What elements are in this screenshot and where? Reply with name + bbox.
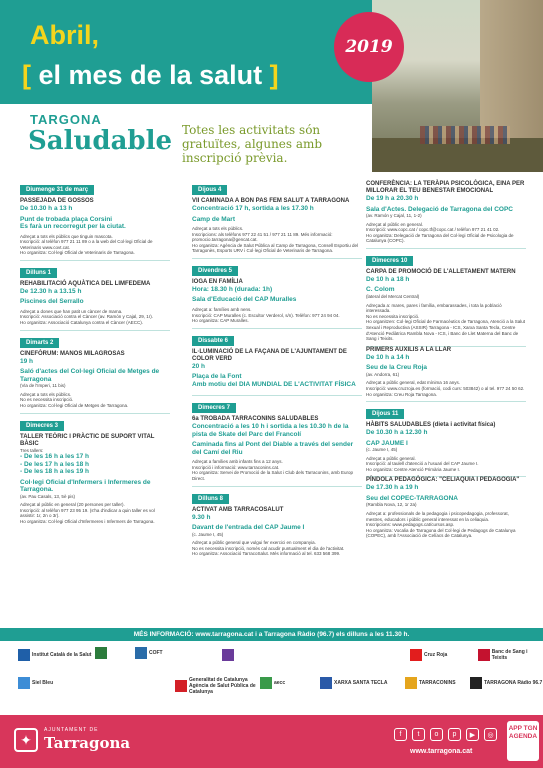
footer-city: Tarragona [44,734,131,752]
event-extra: Amb motiu del DIA MUNDIAL DE L'ACTIVITAT FÍSICA [192,380,356,388]
event-extra: Es farà un recorregut per la ciutat. [20,223,126,230]
sponsor-logo-icon [18,649,30,661]
section-divider [366,248,526,249]
footer [0,715,543,768]
tarragona-logo-icon: ✦ [14,728,38,752]
section-divider [20,330,170,331]
day-header: Dimarts 2 [20,338,59,348]
event-note: No es necessita inscripció. [366,313,420,319]
event-address: (lateral del Mercat Central) [366,293,420,299]
year-badge: 2019 [334,12,404,82]
spacer [192,388,362,391]
event-note: Ho organitza: Col·legi Oficial d'Infermeres i Infermers de Tarragona. [20,519,155,524]
social-icons [394,728,497,741]
event-address: (av. Pau Casals, 13, 5è pis) [20,493,75,499]
section-divider [192,486,362,487]
event-session: - De les 16 h a les 17 h [20,453,90,461]
app-badge[interactable]: APP TGN AGENDA [507,721,539,761]
section-divider [192,395,362,396]
day-header: Dissabte 6 [192,336,234,346]
sponsor-logo [135,647,163,659]
event-note: Adreçat a tots els públics. [192,226,244,231]
event-note: Ho organitza: Creu Roja Tarragona. [366,391,437,397]
sponsor-logo [405,677,456,689]
event-note: Inscripció: al telèfon 977 23 95 19. (s'ha d'indicar a quin taller es vol assistir: 1r, 2n o 3r). [20,507,155,519]
sponsor-logo-label: COFT [149,650,163,656]
day-header: Dimecres 10 [366,256,413,266]
sponsor-logo-label: TARRACONINS [419,680,456,686]
event-session: - De les 18 h a les 19 h [20,468,90,476]
event-note: No es necessita inscripció. [20,397,74,403]
event-note: Adreçat a famílies amb infants fins a 12 anys. [192,459,283,465]
event-time: De 10 h a 18 h [366,275,410,283]
event-note: Adreçat a públic general. [366,455,416,461]
footer-url[interactable]: www.tarragona.cat [410,748,473,755]
event-note: Inscripció: Associació contra el Càncer (av. Ramón y Cajal, 29, 1r). [20,314,153,320]
sponsor-logo-icon [410,649,422,661]
event-place: Caminada fins al Pont del Diable a través del sender del Camí del Riu [192,441,354,456]
event-note: Ho organitza: Agència de Salut Pública al Camp de Tarragona, Consell Esportiu del Tarragonès, Esports URV i Col·legi Oficial de Veterinaris de Tarragona. [192,242,359,254]
twitter-icon[interactable]: t [412,728,425,741]
event-place: Camp de Mart [192,215,235,223]
event-note: Ho organitza: CAP Muralles. [192,318,249,324]
event-note: Inscripció i informació: www.tarraconins.cat. [192,464,280,470]
event-note: Adreçat al públic en general (20 persones per taller). [20,502,125,508]
event-note: Adreçada a: mares, pares i família, embarassades, i tota la població interessada. [366,302,502,314]
sponsor-logo [95,647,107,659]
event-place: Sala d'Educació del CAP Muralles [192,296,297,304]
event-note: Ho organitza: Col·legi Oficial de Veterinaris de Tarragona. [20,250,135,256]
day-header: Divendres 5 [192,266,238,276]
bracket-close: ] [269,60,279,90]
column-1 [20,178,170,525]
event-note: Adreçat a: professionals de la pedagogia i psicopedagogia, professorat, mestres, educadors i públic general interessat en la celiaquia. [366,511,509,522]
event-title: CONFERÈNCIA: LA TERÀPIA PSICOLÒGICA, EINA PER MILLORAR EL TEU BENESTAR EMOCIONAL [366,181,525,194]
event-title: IOGA EN FAMÍLIA [192,278,243,285]
event-note: Adreçat a públic general, edat mínima 16 anys. [366,380,461,386]
instagram-icon[interactable]: o [430,728,443,741]
event-note: Adreçat a tots els públics que tinguin mascota. [20,233,113,239]
sponsor-logo-label: XARXA SANTA TECLA [334,680,388,686]
event-time: Concentració a les 10 h i sortida a les 10.30 h de la pista de Skate del Parc del Francolí [192,423,349,438]
section-divider [20,413,170,414]
sponsor-logo-label: Cruz Roja [424,652,448,658]
event-address: (Rambla Nova, 12, 1r 2a) [366,502,417,508]
sponsor-logo [260,677,285,689]
event-title: IL·LUMINACIÓ DE LA FAÇANA DE L'AJUNTAMENT DE COLOR VERD [192,348,347,362]
flickr-icon[interactable]: ◎ [484,728,497,741]
title-text: el mes de la salut [38,60,263,90]
header-banner [0,0,543,172]
event-note: Ho organitza: Servei de Promoció de la Salut i Club dels Tarraconins, amb Europ Direct. [192,470,354,482]
day-header: Dilluns 1 [20,268,57,278]
event-time: De 10.30 h a 12.30 h [366,429,428,437]
sponsor-logo-label: Generalitat de Catalunya Agència de Salut Pública de Catalunya [189,677,256,695]
event-note: Inscripcions: als telèfons 977 22 41 51 / 977 21 11 89. Més informació: promocio.tarragona@gencat.cat. [192,231,333,243]
event-sub: Tres tallers: [20,447,44,453]
sponsor-logo-icon [405,677,417,689]
sponsor-logo-icon [470,677,482,689]
day-header: Diumenge 31 de març [20,185,94,195]
brand-city: TARGONA [30,112,102,127]
event-address: (av. Ramón y Cajal, 11, 1-2) [366,213,422,218]
sponsor-logo-icon [222,649,234,661]
event-title: PRIMERS AUXILIS A LA LLAR [366,346,452,353]
event-title: HÀBITS SALUDABLES (dieta i activitat física) [366,422,496,429]
section-divider [20,260,170,261]
event-title: CARPA DE PROMOCIÓ DE L'ALLETAMENT MATERN [366,268,516,275]
sponsor-logo-icon [260,677,272,689]
event-note: Adreçat a: famílies amb nens. [192,306,252,312]
event-address: (Via de l'Imperi, 11 bis) [20,383,66,389]
event-title: ACTIVAT AMB TARRACOSALUT [192,506,284,513]
day-header: Dimecres 3 [20,421,64,431]
title-line2 [22,60,279,91]
bracket-open: [ [22,60,31,90]
event-note: Adreçat a tots els públics. [20,391,72,397]
event-place: Saló d'actes del Col·legi Oficial de Metges de Tarragona [20,368,160,383]
section-divider [366,401,526,402]
day-header: Dijous 11 [366,409,404,419]
day-header: Dimecres 7 [192,403,236,413]
event-note: Adreçat al públic en general. [366,221,424,227]
more-info-bar[interactable]: MÉS INFORMACIÓ: www.tarragona.cat i a Tarragona Ràdio (96.7) els dilluns a les 11.30 h. [0,628,543,641]
event-session: - De les 17 h a les 18 h [20,460,90,468]
footer-ajuntament: AJUNTAMENT DE [44,727,99,733]
event-note: Inscripció: al telèfon 977 21 11 89 o a la web del Col·legi Oficial de Veterinaris www.covt.cat. [20,239,153,250]
event-place: CAP JAUME I [366,439,408,447]
event-time: 19 h [20,357,34,365]
event-address: (c. Jaume I, 45) [366,447,398,453]
sponsor-logo-label: TARRAGONA Ràdio 96.7 [484,680,543,686]
sponsor-logo-label: aecc [274,680,286,686]
event-title: VII CAMINADA A BON PAS FEM SALUT A TARRAGONA [192,198,350,204]
sponsor-logo-label: Institut Català de la Salut [32,652,92,658]
brand-name: Saludable [28,126,173,156]
sponsor-logo [18,677,53,689]
day-header: Dijous 4 [192,185,227,195]
column-3 [366,178,526,539]
event-time: De 19 h a 20.30 h [366,195,419,202]
event-place: Piscines del Serrallo [20,298,84,306]
event-time: De 10 h a 14 h [366,353,410,361]
event-place: Col·legi Oficial d'Infermers i Infermeres de Tarragona. [20,478,151,494]
event-address: (c. Jaume I, 45) [192,531,224,537]
crowd-image [420,126,510,144]
event-note: Inscripció: CAP Muralles (c. Escultor Verderol, s/n). Telèfon: 977 24 94 04. [192,312,340,318]
event-title: REHABILITACIÓ AQUÀTICA DEL LIMFEDEMA [20,280,151,287]
event-time: 20 h [192,362,206,370]
sponsor-logo-icon [95,647,107,659]
event-place: Punt de trobada plaça Corsini [20,215,113,223]
event-time: 9.30 h [192,513,211,521]
event-place: Seu de la Creu Roja [366,364,428,372]
column-2 [192,178,362,557]
sponsor-logo [175,677,259,695]
event-title: 6a TROBADA TARRACONINS SALUDABLES [192,416,319,423]
event-note: No es necessita inscripció, només cal acudir puntualment el dia de l'activitat. [192,545,345,551]
event-note: Ho organitza: Associació Catalunya contra el Càncer (AECC). [20,320,144,326]
event-address: (av. Andorra, 61) [366,371,400,377]
pinterest-icon[interactable]: p [448,728,461,741]
event-time: Concentració 17 h, sortida a les 17.30 h [192,205,314,212]
sponsor-logo [478,649,543,661]
event-note: Ho organitza: Col·legi Oficial de Metges de Tarragona. [20,402,129,408]
section-divider [192,258,362,259]
event-note: Inscripció: www.copc.cat / copc.tf@copc.cat / telèfon 977 21 41 02. [366,227,500,233]
event-note: Adreçat a públic general que vulgui fer exercici en companyia. [192,540,316,546]
event-title: CINEFÒRUM: MANOS MILAGROSAS [20,350,125,357]
sponsor-logo [470,677,542,689]
event-place: Plaça de la Font [192,373,242,381]
day-header: Dilluns 8 [192,494,229,504]
sponsor-logo-icon [478,649,490,661]
event-note: Inscripció: al taulell d'atenció a l'usuari del CAP Jaume I. [366,461,479,467]
event-place: Seu del COPEC-TARRAGONA [366,494,458,502]
event-note: Ho organitza: Vocalia de Tarragona del Col·legi de Pedagogs de Catalunya (COPEC), amb l'Associació de Celíacs de Catalunya. [366,527,516,539]
tagline: Totes les activitats són gratuïtes, algunes amb inscripció prèvia. [182,123,323,165]
sponsor-logo [410,649,447,661]
event-place: C. Colom [366,286,395,294]
event-note: Ho organitza: Delegació de Tarragona del Col·legi Oficial de Psicologia de Catalunya (COPC). [366,232,514,244]
event-note: Ho organitza: Centre Atenció Primària Jaume I. [366,466,461,472]
sponsor-logo-icon [18,677,30,689]
event-place: Davant de l'entrada del CAP Jaume I [192,524,305,532]
sponsor-logo [222,649,234,661]
youtube-icon[interactable]: ▶ [466,728,479,741]
event-title: PÍNDOLA PEDAGÒGICA: "CELIAQUIA I PEDAGOGIA" [366,477,520,484]
event-note: Inscripcions: www.pedagogs.cat/cursos.asp. [366,522,455,528]
event-note: Ho organitzen: Col·legi Oficial de Farmacèutics de Tarragona, Atenció a la Salut Sexual i Reproductiva (ASSIR) Tarragona - ICS, Xarxa Santa Tecla, Centre d'Atenció Pediàtrica Rambla Nova - ICS, i Banc de Llet Materna del Banc de Sang i Teixits. [366,319,526,342]
title-line1: Abril, [30,20,100,50]
sponsor-logo-label: Banc de Sang i Teixits [491,649,528,661]
facebook-icon[interactable]: f [394,728,407,741]
section-divider [192,328,362,329]
event-title: PASSEJADA DE GOSSOS [20,198,94,204]
sponsor-logo-icon [320,677,332,689]
sponsor-logo-icon [175,680,187,692]
event-time: De 17.30 h a 19 h [366,484,419,492]
event-place: Sala d'Actes. Delegació de Tarragona del COPC [366,205,513,213]
event-note: Inscripció: www.cruzroja.es (formació, codi curs: 503842) o al tel. 977 24 50 62. [366,385,525,391]
sponsor-logo [18,649,91,661]
event-time: De 10.30 h a 13 h [20,205,73,212]
sponsor-logo [320,677,387,689]
event-note: Ho organitza: Associació TarracoSalut. Més informació al tel. 633 568 399. [192,551,341,557]
sponsor-logo-icon [135,647,147,659]
event-note: Adreçat a dones que han patit un càncer de mama. [20,308,123,314]
event-title: TALLER TEÒRIC I PRÀCTIC DE SUPORT VITAL BÀSIC [20,433,155,447]
sponsor-logo-label: Siel Bleu [32,680,54,686]
event-time: Hora: 18.30 h (durada: 1h) [192,285,273,293]
event-time: De 12.30 h a 13.15 h [20,287,82,295]
